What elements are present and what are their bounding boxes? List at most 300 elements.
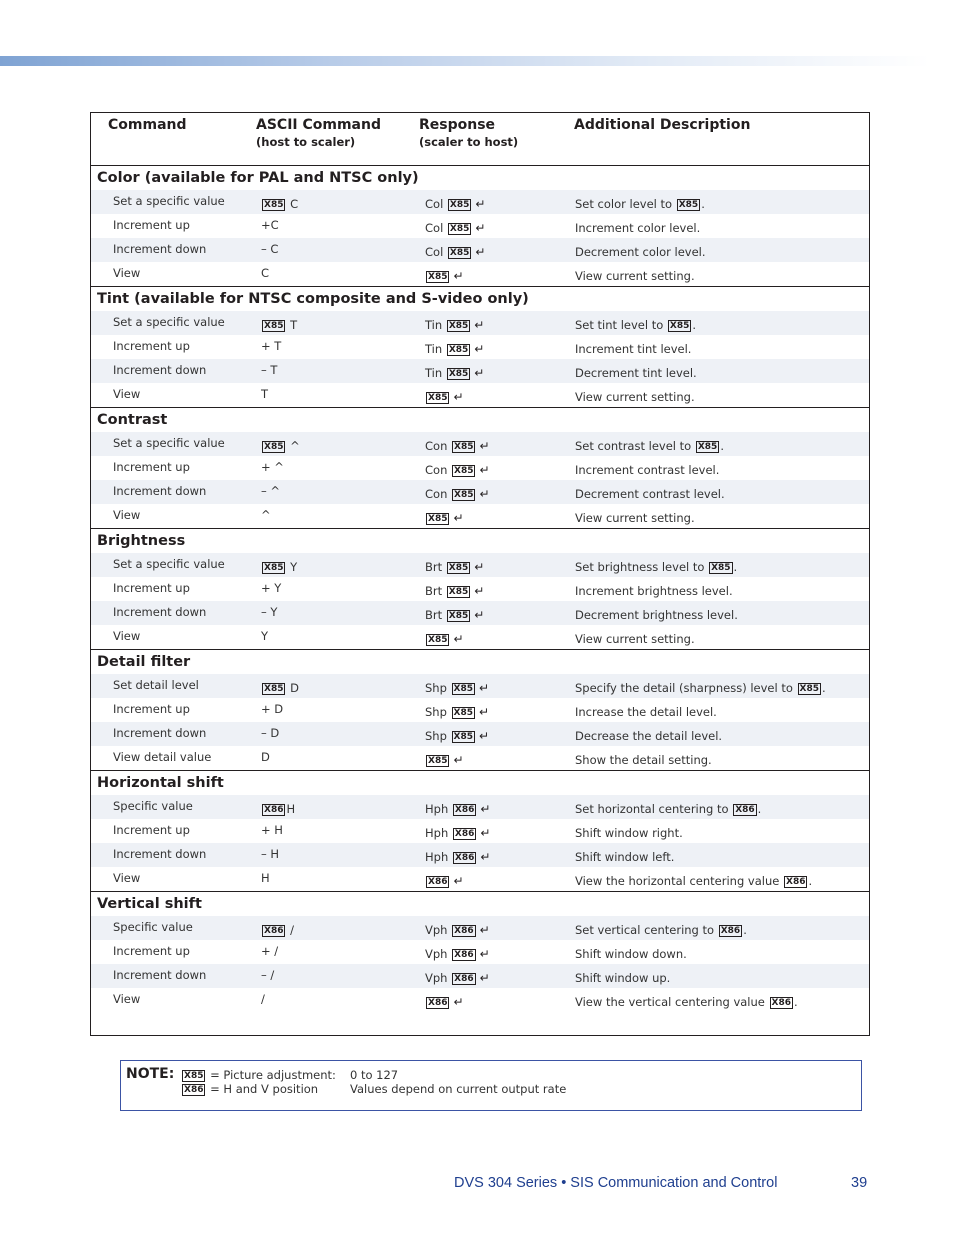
description-text: Increment color level. [575,221,701,235]
description-suffix: . [793,995,798,1009]
description-suffix: . [701,197,705,211]
command-table [90,112,870,1036]
header-command: Command [108,117,187,133]
table-row [91,190,869,214]
ascii-command [261,919,294,941]
description [575,483,725,505]
ascii-command [261,964,274,986]
ascii-text: – / [261,968,275,982]
variable-box: X86 [720,926,741,936]
response [425,991,464,1013]
variable-box: X85 [697,442,718,452]
description-suffix: . [733,560,738,574]
variable-box: X85 [428,393,448,403]
command-name: Increment up [113,823,190,837]
response-prefix: Col [425,221,447,235]
variable-box: X86 [264,805,284,815]
note-value-2: Values depend on current output rate [350,1082,567,1096]
variable-box: X85 [264,321,284,331]
variable-box: X85 [453,708,474,718]
description [575,677,826,699]
description [575,193,705,215]
response [425,314,484,336]
description-text: Decrement tint level. [575,366,697,380]
variable-box: X85 [454,442,474,452]
response [425,677,489,699]
return-arrow-icon: ↵ [453,511,464,525]
return-arrow-icon: ↵ [474,342,485,356]
description-text: Set color level to [575,197,676,211]
ascii-text: / [286,923,294,937]
response [425,241,485,263]
response [425,362,484,384]
return-arrow-icon: ↵ [475,197,486,211]
response [425,822,490,844]
table-row [91,722,869,746]
response [425,967,490,989]
ascii-command [261,193,298,215]
table-row [91,674,869,698]
response [425,265,464,287]
table-row [91,359,869,383]
table-section [91,287,869,408]
return-arrow-icon: ↵ [453,632,464,646]
command-name: Increment down [113,726,207,740]
return-arrow-icon: ↵ [475,245,486,259]
ascii-text: – T [261,363,278,377]
return-arrow-icon: ↵ [474,560,485,574]
variable-box: X86 [184,1085,204,1095]
description-text: Shift window up. [575,971,671,985]
response-prefix: Con [425,487,452,501]
response [425,193,485,215]
response [425,556,484,578]
description [575,362,697,384]
command-name: View [113,992,141,1006]
table-row [91,746,869,770]
table-section [91,529,869,650]
header-gradient-bar [0,56,930,66]
command-name: Increment up [113,218,190,232]
description [575,967,670,989]
note-desc-2: = H and V position [206,1082,319,1096]
response-prefix: Con [425,439,452,453]
description-text: View current setting. [575,269,695,283]
description [575,435,724,457]
variable-box: X85 [428,635,448,645]
return-arrow-icon: ↵ [474,584,485,598]
section-title: Brightness [97,533,186,549]
ascii-command [261,456,284,478]
response-prefix: Shp [425,681,451,695]
variable-box: X85 [711,563,731,573]
response-prefix: Vph [425,947,452,961]
table-body [91,166,869,1012]
description [575,870,812,892]
description [575,919,747,941]
command-name: Increment down [113,605,207,619]
table-section [91,771,869,892]
description-text: Set vertical centering to [575,923,718,937]
header-response-sub: (scaler to host) [419,135,519,149]
variable-box: X85 [264,563,284,573]
return-arrow-icon: ↵ [479,705,490,719]
variable-box: X85 [669,321,690,331]
variable-box: X86 [428,998,448,1008]
section-title: Vertical shift [97,896,202,912]
response-prefix: Brt [425,608,446,622]
description-suffix: . [720,439,724,453]
command-name: Increment up [113,460,190,474]
ascii-text: + D [261,702,284,716]
description [575,338,691,360]
description-text: View the vertical centering value [575,995,769,1009]
return-arrow-icon: ↵ [479,463,490,477]
description-text: Specify the detail (sharpness) level to [575,681,797,695]
variable-box: X85 [184,1071,204,1081]
response-prefix: Col [425,197,447,211]
description-text: View current setting. [575,390,695,404]
variable-box: X85 [799,684,820,694]
return-arrow-icon: ↵ [453,269,464,283]
description-text: Decrement color level. [575,245,706,259]
table-row [91,698,869,722]
table-row [91,625,869,649]
command-name: Set a specific value [113,194,225,208]
variable-box: X86 [735,805,755,815]
ascii-text: D [261,750,270,764]
ascii-command [261,556,297,578]
return-arrow-icon: ↵ [474,366,485,380]
response-prefix: Hph [425,802,452,816]
variable-box: X85 [449,224,470,234]
ascii-command [261,746,270,768]
command-name: Increment down [113,847,207,861]
ascii-command [261,988,265,1010]
return-arrow-icon: ↵ [479,439,490,453]
description [575,822,683,844]
variable-box: X85 [448,345,469,355]
variable-box: X86 [771,998,791,1008]
response-prefix: Vph [425,923,452,937]
footer-title: DVS 304 Series • SIS Communication and Control [454,1175,778,1191]
description [575,507,695,529]
response [425,386,464,408]
ascii-command [261,262,269,284]
description [575,241,706,263]
ascii-text: H [286,802,296,816]
command-name: Specific value [113,920,193,934]
note-label: NOTE: [126,1066,175,1082]
ascii-command [261,435,300,457]
ascii-command [261,238,278,260]
description [575,628,695,650]
variable-box: X85 [264,684,284,694]
description-text: Increment contrast level. [575,463,720,477]
description-text: Increase the detail level. [575,705,717,719]
ascii-text: – C [261,242,279,256]
response-prefix: Hph [425,850,452,864]
ascii-text: Y [261,629,269,643]
ascii-command [261,677,299,699]
table-row [91,480,869,504]
response [425,338,484,360]
variable-box: X85 [449,248,470,258]
response [425,846,490,868]
header-description: Additional Description [574,117,751,133]
ascii-text: T [286,318,298,332]
table-row [91,214,869,238]
ascii-text: T [261,387,269,401]
table-row [91,335,869,359]
command-name: Increment up [113,702,190,716]
description [575,798,761,820]
ascii-text: – ^ [261,484,281,498]
return-arrow-icon: ↵ [453,874,464,888]
description-suffix: . [822,681,826,695]
table-section [91,166,869,287]
description [575,265,695,287]
command-name: Increment up [113,581,190,595]
return-arrow-icon: ↵ [475,221,486,235]
return-arrow-icon: ↵ [479,947,490,961]
command-name: View [113,871,141,885]
ascii-command [261,335,281,357]
description [575,459,719,481]
section-title: Detail filter [97,654,191,670]
ascii-text: H [261,871,270,885]
variable-box: X86 [454,950,474,960]
table-row [91,238,869,262]
variable-box: X85 [428,514,448,524]
header-ascii: ASCII Command [256,117,381,133]
return-arrow-icon: ↵ [480,826,491,840]
return-arrow-icon: ↵ [453,995,464,1009]
response-prefix: Tin [425,366,446,380]
section-title: Contrast [97,412,168,428]
table-row [91,988,869,1012]
variable-box: X86 [454,805,475,815]
description-text: Decrement brightness level. [575,608,738,622]
description-suffix: . [743,923,747,937]
response [425,435,490,457]
header-ascii-sub: (host to scaler) [256,135,356,149]
response [425,217,485,239]
description-text: Increment brightness level. [575,584,733,598]
return-arrow-icon: ↵ [474,608,485,622]
note-box [120,1060,862,1111]
ascii-text: – D [261,726,280,740]
command-name: Set a specific value [113,436,225,450]
ascii-text: + H [261,823,283,837]
description-text: Decrement contrast level. [575,487,725,501]
response-prefix: Tin [425,318,446,332]
command-name: View [113,629,141,643]
return-arrow-icon: ↵ [479,923,490,937]
header-response: Response [419,117,496,133]
return-arrow-icon: ↵ [480,802,491,816]
variable-box: X85 [453,684,474,694]
description-text: Set contrast level to [575,439,695,453]
table-row [91,432,869,456]
description-text: Shift window left. [575,850,675,864]
description-text: Set horizontal centering to [575,802,733,816]
response-prefix: Shp [425,705,451,719]
table-row [91,843,869,867]
variable-box: X85 [448,587,469,597]
table-row [91,383,869,407]
variable-box: X85 [454,466,474,476]
return-arrow-icon: ↵ [479,971,490,985]
command-name: Increment down [113,242,207,256]
ascii-text: ^ [261,508,271,522]
table-row [91,262,869,286]
table-row [91,819,869,843]
variable-box: X85 [449,200,470,210]
variable-box: X85 [428,272,448,282]
ascii-text: + T [261,339,282,353]
table-row [91,795,869,819]
description [575,846,674,868]
return-arrow-icon: ↵ [474,318,485,332]
response [425,701,489,723]
ascii-text: Y [286,560,298,574]
return-arrow-icon: ↵ [479,487,490,501]
variable-box: X85 [454,490,474,500]
ascii-text: C [261,266,270,280]
return-arrow-icon: ↵ [479,681,490,695]
description-suffix: . [808,874,813,888]
table-row [91,577,869,601]
table-row [91,940,869,964]
command-name: Increment up [113,339,190,353]
table-row [91,456,869,480]
description [575,604,738,626]
description-text: View current setting. [575,511,695,525]
variable-box: X85 [428,756,448,766]
table-row [91,311,869,335]
table-row [91,916,869,940]
command-name: Set detail level [113,678,199,692]
ascii-text: / [261,992,265,1006]
command-name: View [113,508,141,522]
variable-box: X86 [786,877,806,887]
command-name: Increment up [113,944,190,958]
description-suffix: . [692,318,697,332]
ascii-text: + ^ [261,460,284,474]
description [575,725,722,747]
return-arrow-icon: ↵ [453,390,464,404]
note-line-1 [181,1068,336,1082]
command-name: View detail value [113,750,212,764]
ascii-text: + / [261,944,279,958]
variable-box: X86 [264,926,284,936]
ascii-text: + Y [261,581,282,595]
description [575,580,733,602]
table-row [91,964,869,988]
note-value-1: 0 to 127 [350,1068,399,1082]
command-name: Increment down [113,363,207,377]
variable-box: X86 [428,877,448,887]
variable-box: X85 [678,200,699,210]
response [425,749,464,771]
command-name: Set a specific value [113,557,225,571]
description-text: Shift window down. [575,947,687,961]
variable-box: X86 [454,853,475,863]
response [425,919,490,941]
note-line-2 [181,1082,318,1096]
response-prefix: Con [425,463,452,477]
variable-box: X85 [448,369,469,379]
return-arrow-icon: ↵ [479,729,490,743]
response [425,459,490,481]
description [575,386,695,408]
description [575,314,696,336]
table-section [91,892,869,1012]
description-suffix: . [757,802,762,816]
table-row [91,504,869,528]
ascii-text: ^ [286,439,300,453]
response-prefix: Brt [425,560,446,574]
description [575,701,717,723]
response-prefix: Hph [425,826,452,840]
ascii-command [261,314,297,336]
ascii-command [261,601,277,623]
variable-box: X86 [454,829,475,839]
variable-box: X85 [453,732,474,742]
command-name: View [113,266,141,280]
response [425,483,490,505]
variable-box: X85 [264,442,284,452]
response [425,798,490,820]
table-row [91,601,869,625]
variable-box: X85 [448,563,469,573]
table-row [91,553,869,577]
response-prefix: Tin [425,342,446,356]
response-prefix: Col [425,245,447,259]
ascii-text: – Y [261,605,278,619]
section-title: Horizontal shift [97,775,224,791]
description-text: Decrease the detail level. [575,729,723,743]
ascii-text: D [286,681,299,695]
return-arrow-icon: ↵ [480,850,491,864]
variable-box: X85 [264,200,284,210]
description [575,556,737,578]
description-text: Show the detail setting. [575,753,712,767]
response [425,507,464,529]
command-name: Set a specific value [113,315,225,329]
ascii-command [261,214,279,236]
ascii-command [261,504,271,526]
ascii-command [261,577,281,599]
response [425,943,490,965]
description-text: Increment tint level. [575,342,692,356]
response-prefix: Shp [425,729,451,743]
description [575,749,712,771]
ascii-command [261,480,280,502]
variable-box: X85 [448,321,469,331]
ascii-command [261,819,283,841]
table-header [91,113,869,166]
response [425,870,464,892]
ascii-command [261,843,279,865]
command-name: Specific value [113,799,193,813]
variable-box: X86 [454,974,474,984]
response [425,725,489,747]
ascii-command [261,698,283,720]
response-prefix: Brt [425,584,446,598]
description [575,943,687,965]
